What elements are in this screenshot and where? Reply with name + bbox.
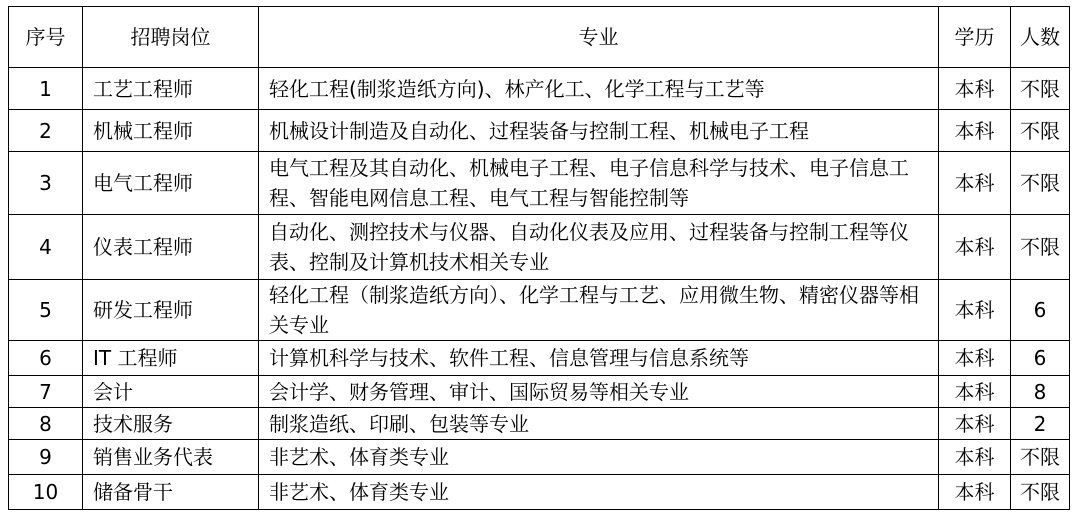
header-position: 招聘岗位	[83, 7, 259, 68]
table-row	[9, 440, 1070, 475]
cell-major: 轻化工程（制浆造纸方向）、化学工程与工艺、应用微生物、精密仪器等相关专业	[259, 280, 939, 341]
cell-count: 不限	[1011, 152, 1070, 215]
cell-major: 轻化工程(制浆造纸方向)、林产化工、化学工程与工艺等	[259, 68, 939, 110]
cell-education: 本科	[939, 440, 1011, 475]
table-row	[9, 110, 1070, 152]
cell-position: 研发工程师	[83, 280, 259, 341]
cell-no: 8	[9, 408, 83, 440]
table-row	[9, 408, 1070, 440]
header-no: 序号	[9, 7, 83, 68]
cell-count: 6	[1011, 280, 1070, 341]
cell-major: 制浆造纸、印刷、包装等专业	[259, 408, 939, 440]
cell-education: 本科	[939, 110, 1011, 152]
table-row	[9, 475, 1070, 510]
cell-major: 非艺术、体育类专业	[259, 440, 939, 475]
cell-major: 会计学、财务管理、审计、国际贸易等相关专业	[259, 376, 939, 408]
header-major: 专业	[259, 7, 939, 68]
cell-education: 本科	[939, 280, 1011, 341]
cell-education: 本科	[939, 68, 1011, 110]
cell-position: 机械工程师	[83, 110, 259, 152]
cell-position: IT 工程师	[83, 341, 259, 376]
cell-count: 2	[1011, 408, 1070, 440]
cell-no: 4	[9, 215, 83, 280]
table-row	[9, 215, 1070, 280]
cell-major: 电气工程及其自动化、机械电子工程、电子信息科学与技术、电子信息工程、智能电网信息工程、电气工程与智能控制等	[259, 152, 939, 215]
cell-count: 不限	[1011, 110, 1070, 152]
cell-no: 1	[9, 68, 83, 110]
cell-major: 计算机科学与技术、软件工程、信息管理与信息系统等	[259, 341, 939, 376]
cell-education: 本科	[939, 152, 1011, 215]
table-row	[9, 341, 1070, 376]
cell-education: 本科	[939, 341, 1011, 376]
recruitment-table	[8, 6, 1070, 510]
cell-count: 不限	[1011, 68, 1070, 110]
cell-no: 9	[9, 440, 83, 475]
table-row	[9, 280, 1070, 341]
cell-no: 2	[9, 110, 83, 152]
cell-position: 仪表工程师	[83, 215, 259, 280]
cell-position: 技术服务	[83, 408, 259, 440]
cell-count: 6	[1011, 341, 1070, 376]
cell-position: 储备骨干	[83, 475, 259, 510]
cell-position: 电气工程师	[83, 152, 259, 215]
cell-position: 会计	[83, 376, 259, 408]
cell-no: 7	[9, 376, 83, 408]
cell-major: 非艺术、体育类专业	[259, 475, 939, 510]
cell-count: 不限	[1011, 215, 1070, 280]
cell-no: 3	[9, 152, 83, 215]
cell-education: 本科	[939, 215, 1011, 280]
cell-education: 本科	[939, 376, 1011, 408]
header-count: 人数	[1011, 7, 1070, 68]
cell-major: 自动化、测控技术与仪器、自动化仪表及应用、过程装备与控制工程等仪表、控制及计算机技术相关专业	[259, 215, 939, 280]
cell-education: 本科	[939, 475, 1011, 510]
table-row	[9, 68, 1070, 110]
cell-education: 本科	[939, 408, 1011, 440]
cell-no: 10	[9, 475, 83, 510]
table-row	[9, 152, 1070, 215]
cell-count: 8	[1011, 376, 1070, 408]
cell-count: 不限	[1011, 475, 1070, 510]
header-education: 学历	[939, 7, 1011, 68]
cell-no: 6	[9, 341, 83, 376]
cell-count: 不限	[1011, 440, 1070, 475]
cell-no: 5	[9, 280, 83, 341]
table-row	[9, 376, 1070, 408]
table-header-row	[9, 7, 1070, 68]
cell-position: 工艺工程师	[83, 68, 259, 110]
recruitment-table-container	[8, 6, 1070, 510]
cell-position: 销售业务代表	[83, 440, 259, 475]
cell-major: 机械设计制造及自动化、过程装备与控制工程、机械电子工程	[259, 110, 939, 152]
